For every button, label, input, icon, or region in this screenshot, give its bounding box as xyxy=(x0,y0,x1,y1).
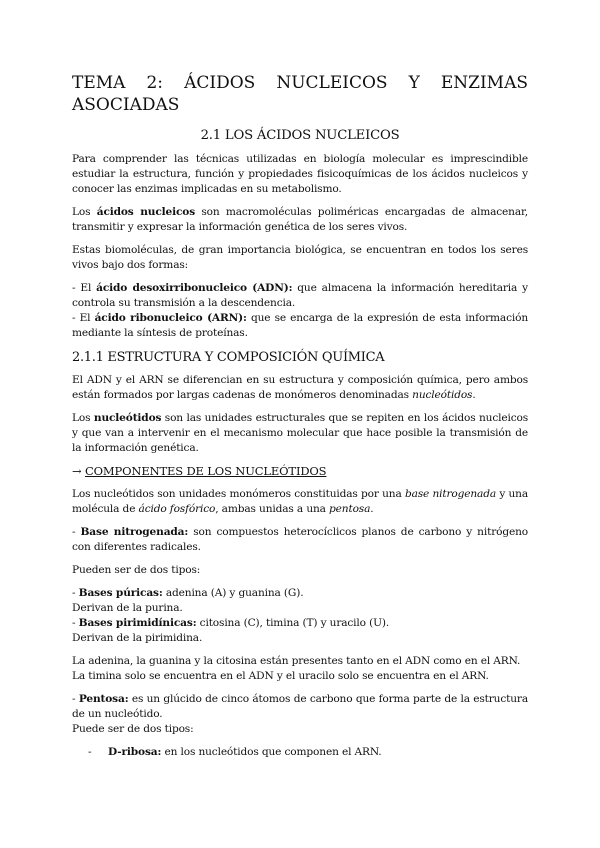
puricas-note: Derivan de la purina. xyxy=(72,602,183,614)
section-title: 2.1 LOS ÁCIDOS NUCLEICOS xyxy=(200,128,400,143)
biomoleculas-paragraph: Estas biomoléculas, de gran importancia biológica, se encuentran en todos los seres vivos bajo dos formas: xyxy=(72,244,528,271)
tipos-paragraph: Pueden ser de dos tipos: xyxy=(72,564,201,576)
subsection-title: 2.1.1 ESTRUCTURA Y COMPOSICIÓN QUÍMICA xyxy=(72,350,385,365)
adn-item: - El ácido desoxirribonucleico (ADN): que almacena la información hereditaria y controla su transmisión a la descendencia. xyxy=(72,282,528,309)
intro-paragraph: Para comprender las técnicas utilizadas en biología molecular es imprescindible estudiar la estructura, función y propiedades fisicoquímicas de los ácidos nucleicos y conocer las enzimas implicadas en su metabolismo. xyxy=(72,153,528,195)
presencia-line-2: La timina solo se encuentra en el ADN y el uracilo solo se encuentra en el ARN. xyxy=(72,670,489,682)
arn-item: - El ácido ribonucleico (ARN): que se encarga de la expresión de esta información mediante la síntesis de proteínas. xyxy=(72,312,529,339)
componentes-paragraph: Los nucleótidos son unidades monómeros constituidas por una base nitrogenada y una molécula de ácido fosfórico, ambas unidas a una pentosa. xyxy=(72,488,528,515)
ribosa-item: - D-ribosa: en los nucleótidos que componen el ARN. xyxy=(88,746,382,758)
pentosa-item: - Pentosa: es un glúcido de cinco átomos de carbono que forma parte de la estructura de un nucleótido. xyxy=(72,693,528,720)
pentosa-tipos-paragraph: Puede ser de dos tipos: xyxy=(72,723,194,735)
base-nitrogenada-item: - Base nitrogenada: son compuestos heterocíclicos planos de carbono y nitrógeno con diferentes radicales. xyxy=(72,526,528,553)
adn-arn-paragraph: El ADN y el ARN se diferencian en su estructura y composición química, pero ambos están formados por largas cadenas de monómeros denominadas nucleótidos. xyxy=(72,374,528,401)
bases-puricas-item: - Bases púricas: adenina (A) y guanina (G). xyxy=(72,587,304,599)
arrow-icon: → xyxy=(72,464,85,478)
acidos-nucleicos-paragraph: Los ácidos nucleicos son macromoléculas poliméricas encargadas de almacenar, transmitir y expresar la información genética de los seres vivos. xyxy=(72,206,528,233)
document-page xyxy=(72,72,528,760)
pirimidinicas-note: Derivan de la pirimidina. xyxy=(72,632,203,644)
bases-pirimidinicas-item: - Bases pirimidínicas: citosina (C), timina (T) y uracilo (U). xyxy=(72,617,390,629)
presencia-line-1: La adenina, la guanina y la citosina están presentes tanto en el ADN como en el ARN. xyxy=(72,655,521,667)
nucleotidos-paragraph: Los nucleótidos son las unidades estructurales que se repiten en los ácidos nucleicos y que van a intervenir en el mecanismo molecular que hace posible la transmisión de la información genética. xyxy=(72,412,528,454)
page-title: TEMA 2: ÁCIDOS NUCLEICOS Y ENZIMAS ASOCIADAS xyxy=(72,73,528,115)
components-heading: → COMPONENTES DE LOS NUCLEÓTIDOS xyxy=(72,464,327,478)
